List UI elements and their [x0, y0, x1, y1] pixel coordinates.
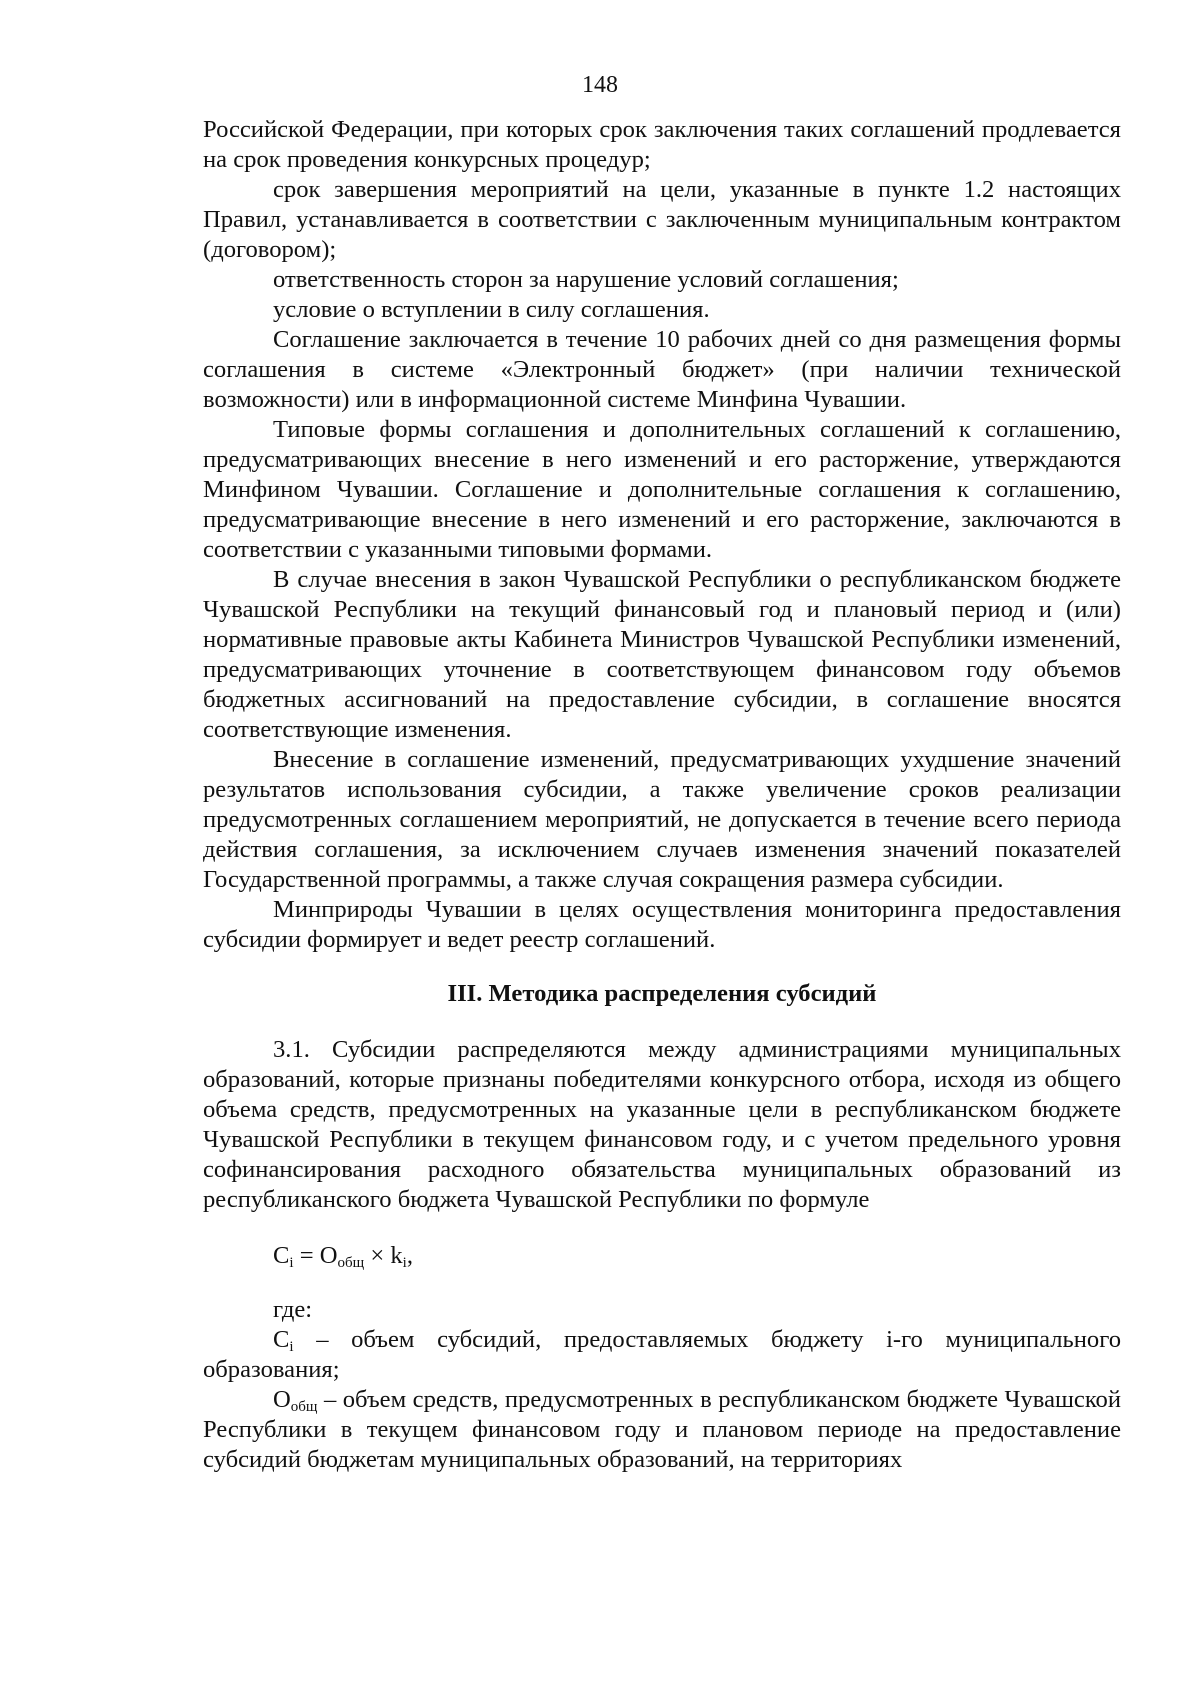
formula-punctuation: ,: [406, 1242, 413, 1269]
definition-text: – объем средств, предусмотренных в республиканском бюджете Чувашской Республики в текущем финансовом году и плановом периоде на предоставление субсидий бюджетам муниципальных образований, на территориях: [203, 1386, 1121, 1473]
paragraph: Соглашение заключается в течение 10 рабочих дней со дня размещения формы соглашения в системе «Электронный бюджет» (при наличии технической возможности) или в информационной системе Минфина Чувашии.: [203, 326, 1121, 413]
paragraph: Типовые формы соглашения и дополнительных соглашений к соглашению, предусматривающих внесение в него изменений и его расторжение, утверждаются Минфином Чувашии. Соглашение и дополнительные соглашения к соглашению, предусматривающие внесение в него изменений и его расторжение, заключаются в соответствии с указанными типовыми формами.: [203, 416, 1121, 563]
formula-subscript: общ: [337, 1255, 365, 1271]
formula: [203, 1241, 1121, 1271]
formula-subscript: i: [402, 1255, 407, 1271]
formula-symbol: O: [319, 1242, 338, 1269]
paragraph: Минприроды Чувашии в целях осуществления мониторинга предоставления субсидии формирует и ведет реестр соглашений.: [203, 896, 1121, 953]
paragraph: срок завершения мероприятий на цели, указанные в пункте 1.2 настоящих Правил, устанавливается в соответствии с заключенным муниципальным контрактом (договором);: [203, 176, 1121, 263]
definition-symbol: O: [273, 1386, 291, 1413]
page-number: 148: [582, 72, 618, 98]
formula-operator: ×: [364, 1242, 391, 1269]
paragraph: В случае внесения в закон Чувашской Республики о республиканском бюджете Чувашской Республики на текущий финансовый год и плановый период и (или) нормативные правовые акты Кабинета Министров Чувашской Республики изменений, предусматривающих уточнение в соответствующем финансовом году объемов бюджетных ассигнований на предоставление субсидии, в соглашение вносятся соответствующие изменения.: [203, 566, 1121, 743]
paragraph: ответственность сторон за нарушение условий соглашения;: [273, 266, 899, 293]
formula-operator: =: [293, 1242, 320, 1269]
section-intro-paragraph: 3.1. Субсидии распределяются между администрациями муниципальных образований, которые признаны победителями конкурсного отбора, исходя из общего объема средств, предусмотренных на указанные цели в республиканском бюджете Чувашской Республики в текущем финансовом году, и с учетом предельного уровня софинансирования расходного обязательства муниципальных образований из республиканского бюджета Чувашской Республики по формуле: [203, 1036, 1121, 1213]
definition-text: – объем субсидий, предоставляемых бюджету i-го муниципального образования;: [203, 1326, 1121, 1383]
formula-subscript: i: [289, 1255, 294, 1271]
definition-c: [203, 1325, 1121, 1385]
where-label: где:: [273, 1296, 313, 1323]
definition-symbol: C: [273, 1326, 290, 1353]
definition-o: [203, 1385, 1121, 1475]
formula-symbol: k: [390, 1242, 403, 1269]
definition-subscript: i: [289, 1339, 294, 1355]
paragraph: Внесение в соглашение изменений, предусматривающих ухудшение значений результатов использования субсидии, а также увеличение сроков реализации предусмотренных соглашением мероприятий, не допускается в течение всего периода действия соглашения, за исключением случаев изменения значений показателей Государственной программы, а также случая сокращения размера субсидии.: [203, 746, 1121, 893]
paragraph: условие о вступлении в силу соглашения.: [273, 296, 710, 323]
section-heading: III. Методика распределения субсидий: [447, 980, 877, 1007]
formula-symbol: C: [273, 1242, 290, 1269]
document-body: [203, 115, 1121, 1475]
definition-subscript: общ: [290, 1399, 318, 1415]
paragraph: Российской Федерации, при которых срок заключения таких соглашений продлевается на срок проведения конкурсных процедур;: [203, 116, 1121, 173]
